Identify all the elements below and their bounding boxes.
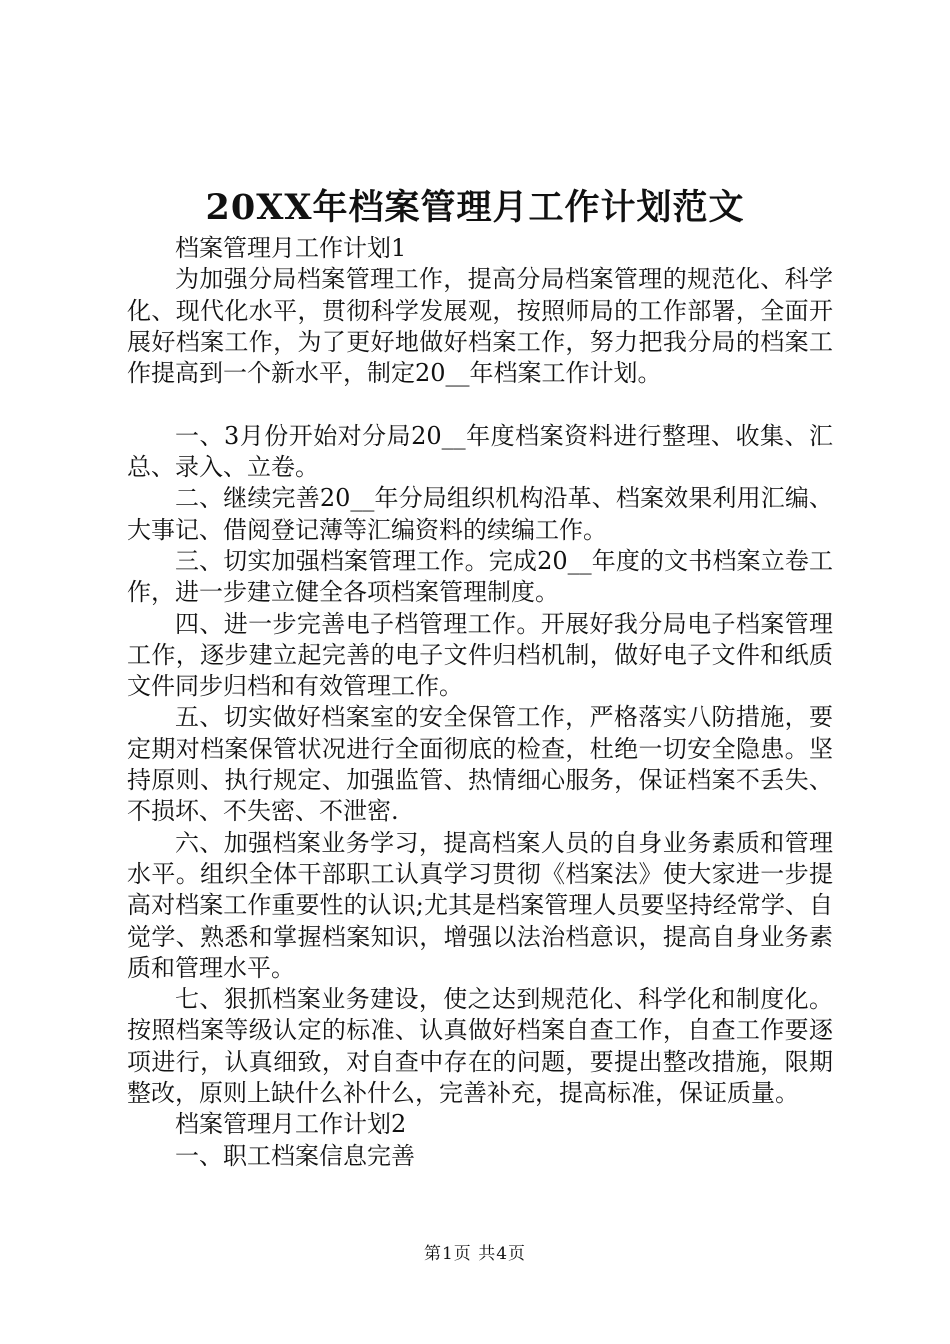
plan-item: 六、加强档案业务学习，提高档案人员的自身业务素质和管理水平。组织全体干部职工认真学习贯彻《档案法》使大家进一步提高对档案工作重要性的认识;尤其是档案管理人员要坚持经常学、自觉学、熟悉和掌握档案知识，增强以法治档意识，提高自身业务素质和管理水平。 [127,828,833,982]
intro-paragraph: 为加强分局档案管理工作，提高分局档案管理的规范化、科学化、现代化水平，贯彻科学发展观，按照师局的工作部署，全面开展好档案工作，为了更好地做好档案工作，努力把我分局的档案工作提高到一个新水平，制定20__年档案工作计划。 [127,265,833,388]
plan-item: 一、3月份开始对分局20__年度档案资料进行整理、收集、汇总、录入、立卷。 [127,421,833,482]
document-body [127,233,833,1172]
plan-item: 二、继续完善20__年分局组织机构沿革、档案效果利用汇编、大事记、借阅登记薄等汇编资料的续编工作。 [127,484,833,544]
page-number-footer: 第1页 共4页 [423,1244,527,1264]
plan-item: 五、切实做好档案室的安全保管工作，严格落实八防措施，要定期对档案保管状况进行全面彻底的检查，杜绝一切安全隐患。坚持原则、执行规定、加强监管、热情细心服务，保证档案不丢失、不损坏、不失密、不泄密. [127,703,833,826]
section-heading: 档案管理月工作计划2 [175,1110,407,1139]
plan-item: 七、狠抓档案业务建设，使之达到规范化、科学化和制度化。按照档案等级认定的标准、认真做好档案自查工作，自查工作要逐项进行，认真细致，对自查中存在的问题，要提出整改措施，限期整改，原则上缺什么补什么，完善补充，提高标准，保证质量。 [127,985,833,1108]
plan-item: 四、进一步完善电子档管理工作。开展好我分局电子档案管理工作，逐步建立起完善的电子文件归档机制，做好电子文件和纸质文件同步归档和有效管理工作。 [127,609,833,701]
document-title: 20XX年档案管理月工作计划范文 [205,187,745,228]
plan-item: 三、切实加强档案管理工作。完成20__年度的文书档案立卷工作，进一步建立健全各项档案管理制度。 [127,546,833,607]
section-heading: 档案管理月工作计划1 [175,234,407,262]
plan-item: 一、职工档案信息完善 [175,1141,415,1170]
